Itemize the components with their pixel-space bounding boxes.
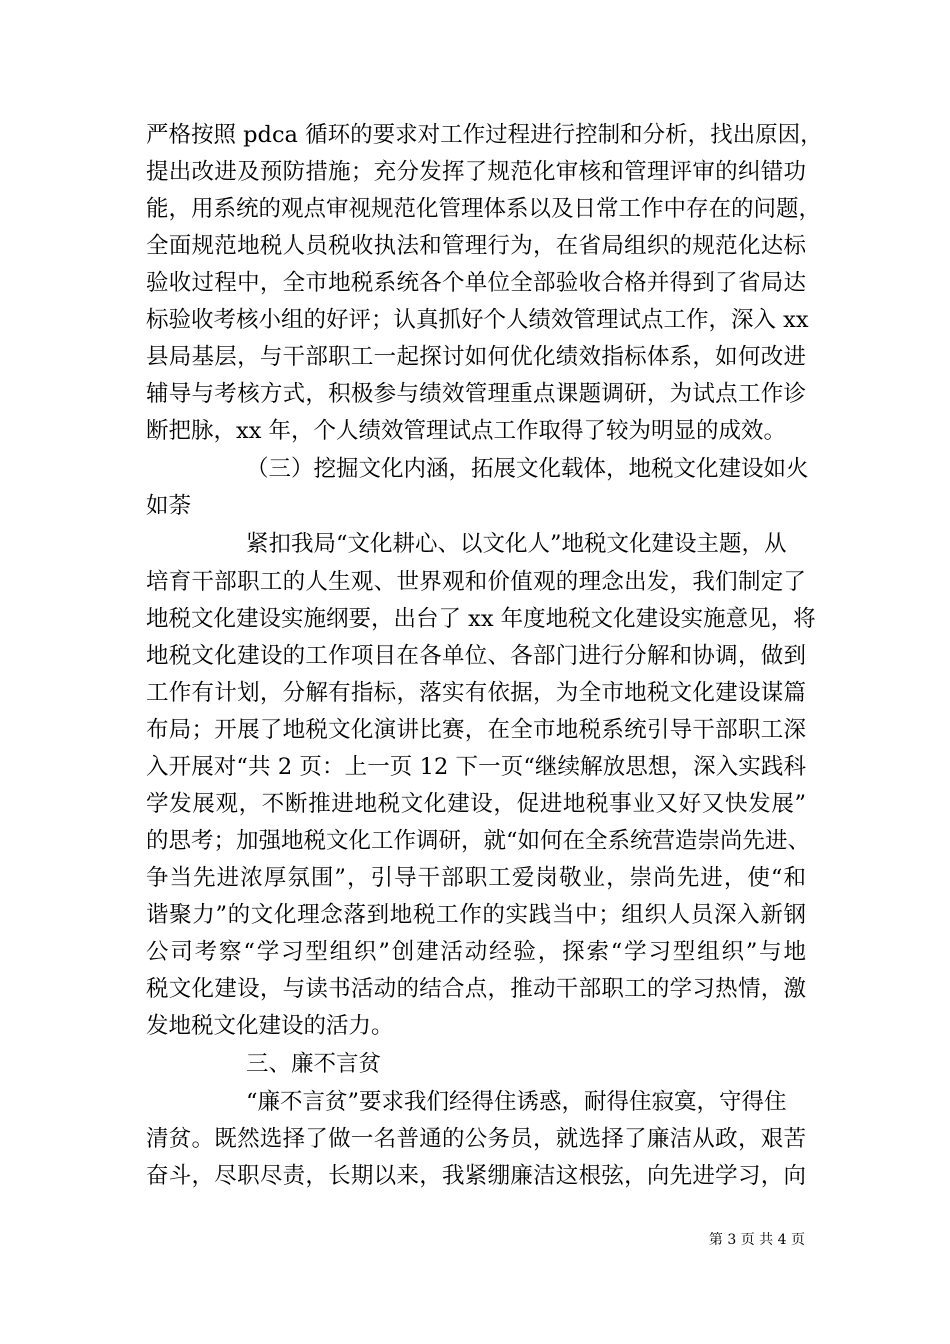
body-text-line: 地税文化建设实施纲要，出台了 xx 年度地税文化建设实施意见，将 (146, 606, 816, 632)
body-text-line: 能，用系统的观点审视规范化管理体系以及日常工作中存在的问题， (146, 196, 822, 222)
body-text-line: 培育干部职工的人生观、世界观和价值观的理念出发，我们制定了 (146, 569, 806, 595)
body-text-line: 争当先进浓厚氛围”，引导干部职工爱岗敬业，崇尚先进，使“和 (146, 865, 806, 891)
body-text-line: 学发展观，不断推进地税文化建设，促进地税事业又好又快发展” (146, 791, 806, 817)
body-text-line: 奋斗，尽职尽责，长期以来，我紧绷廉洁这根弦，向先进学习，向 (146, 1163, 806, 1189)
body-text-line: 谐聚力”的文化理念落到地税工作的实践当中；组织人员深入新钢 (146, 902, 806, 928)
body-text-line: 提出改进及预防措施；充分发挥了规范化审核和管理评审的纠错功 (146, 159, 806, 185)
body-text-line: 标验收考核小组的好评；认真抓好个人绩效管理试点工作，深入 xx (146, 307, 809, 333)
section-heading: 三、廉不言贫 (246, 1051, 382, 1077)
body-text-line: 县局基层，与干部职工一起探讨如何优化绩效指标体系，如何改进 (146, 344, 806, 370)
body-text-line: 税文化建设，与读书活动的结合点，推动干部职工的学习热情，激 (146, 976, 806, 1002)
body-text-line: 公司考察“学习型组织”创建活动经验，探索“学习型组织”与地 (146, 939, 806, 965)
body-text-line: 严格按照 pdca 循环的要求对工作过程进行控制和分析，找出原因， (146, 122, 823, 148)
body-text-line: 地税文化建设的工作项目在各单位、各部门进行分解和协调，做到 (146, 643, 806, 669)
page-number-footer: 第 3 页 共 4 页 (708, 1232, 805, 1248)
body-text-line: 入开展对“共 2 页：上一页 12 下一页“继续解放思想，深入实践科 (146, 754, 806, 780)
body-text-line: 发地税文化建设的活力。 (146, 1013, 394, 1039)
body-text-line: 验收过程中，全市地税系统各个单位全部验收合格并得到了省局达 (146, 270, 806, 296)
body-text-line: 工作有计划，分解有指标，落实有依据，为全市地税文化建设谋篇 (146, 680, 806, 706)
body-text-line: 辅导与考核方式，积极参与绩效管理重点课题调研，为试点工作诊 (146, 381, 806, 407)
body-text-line: 清贫。既然选择了做一名普通的公务员，就选择了廉洁从政，艰苦 (146, 1126, 806, 1152)
body-text-line: 全面规范地税人员税收执法和管理行为，在省局组织的规范化达标 (146, 233, 806, 259)
body-text-line: 布局；开展了地税文化演讲比赛，在全市地税系统引导干部职工深 (146, 717, 806, 743)
section-heading-line: 如荼 (146, 493, 192, 519)
section-heading-line: （三）挖掘文化内涵，拓展文化载体，地税文化建设如火 (246, 456, 809, 482)
body-text-line: “廉不言贫”要求我们经得住诱惑，耐得住寂寞，守得住 (246, 1089, 787, 1115)
body-text-line: 断把脉，xx 年，个人绩效管理试点工作取得了较为明显的成效。 (146, 418, 787, 444)
body-text-line: 的思考；加强地税文化工作调研，就“如何在全系统营造崇尚先进、 (146, 828, 811, 854)
body-text-line: 紧扣我局“文化耕心、以文化人”地税文化建设主题，从 (246, 531, 787, 557)
